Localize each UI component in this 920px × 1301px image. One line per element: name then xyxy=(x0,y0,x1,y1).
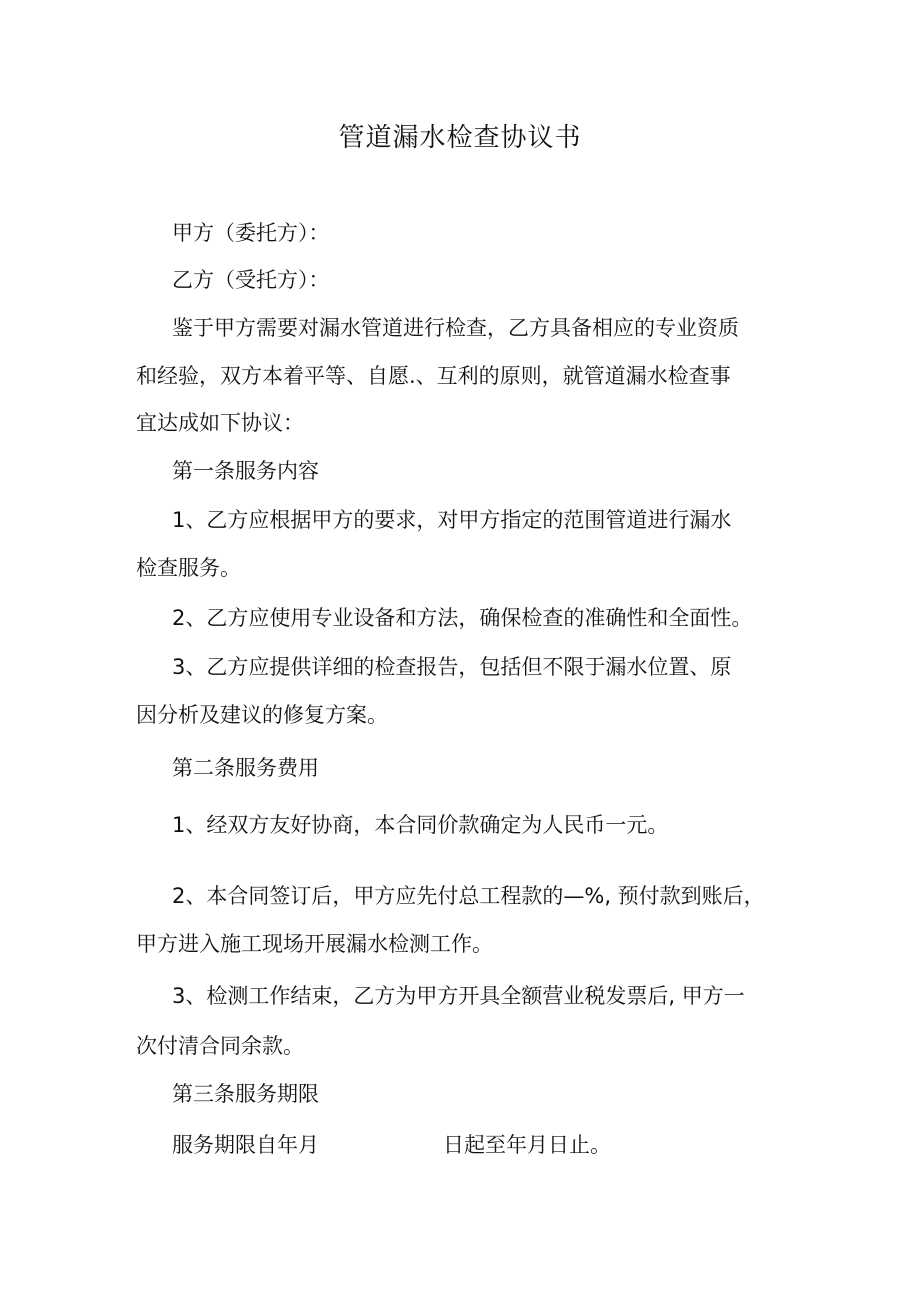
term-start-text: 服务期限自年月 xyxy=(172,1133,319,1157)
article1-item1-line-2: 检查服务。 xyxy=(136,556,241,580)
article3-term-line xyxy=(172,1130,611,1160)
article2-item3-line-2: 次付清合同余款。 xyxy=(136,1034,304,1058)
article1-item2: 2、乙方应使用专业设备和方法，确保检查的准确性和全面性。 xyxy=(172,606,753,630)
party-b-line: 乙方（受托方）： xyxy=(172,268,330,292)
preamble-line-2: 和经验，双方本着平等、自愿.、互利的原则，就管道漏水检查事 xyxy=(136,364,731,388)
article2-item1: 1、经双方友好协商，本合同价款确定为人民币一元。 xyxy=(172,813,669,837)
preamble-line-1: 鉴于甲方需要对漏水管道进行检查，乙方具备相应的专业资质 xyxy=(172,316,739,340)
document-title: 管道漏水检查协议书 xyxy=(338,123,582,153)
preamble-line-3: 宜达成如下协议： xyxy=(136,411,304,435)
article1-item1-line-1: 1、乙方应根据甲方的要求，对甲方指定的范围管道进行漏水 xyxy=(172,508,732,532)
article1-item3-line-1: 3、乙方应提供详细的检查报告，包括但不限于漏水位置、原 xyxy=(172,655,732,679)
article2-item2-line-1: 2、本合同签订后，甲方应先付总工程款的—%, 预付款到账后， xyxy=(172,884,765,908)
term-end-text: 日起至年月日止。 xyxy=(443,1133,611,1157)
article2-heading: 第二条服务费用 xyxy=(172,756,319,780)
article3-heading: 第三条服务期限 xyxy=(172,1082,319,1106)
article2-item3-line-1: 3、检测工作结束，乙方为甲方开具全额营业税发票后, 甲方一 xyxy=(172,984,745,1008)
article2-item2-line-2: 甲方进入施工现场开展漏水检测工作。 xyxy=(136,932,493,956)
party-a-line: 甲方（委托方）： xyxy=(172,221,330,245)
article1-item3-line-2: 因分析及建议的修复方案。 xyxy=(136,703,388,727)
article1-heading: 第一条服务内容 xyxy=(172,459,319,483)
